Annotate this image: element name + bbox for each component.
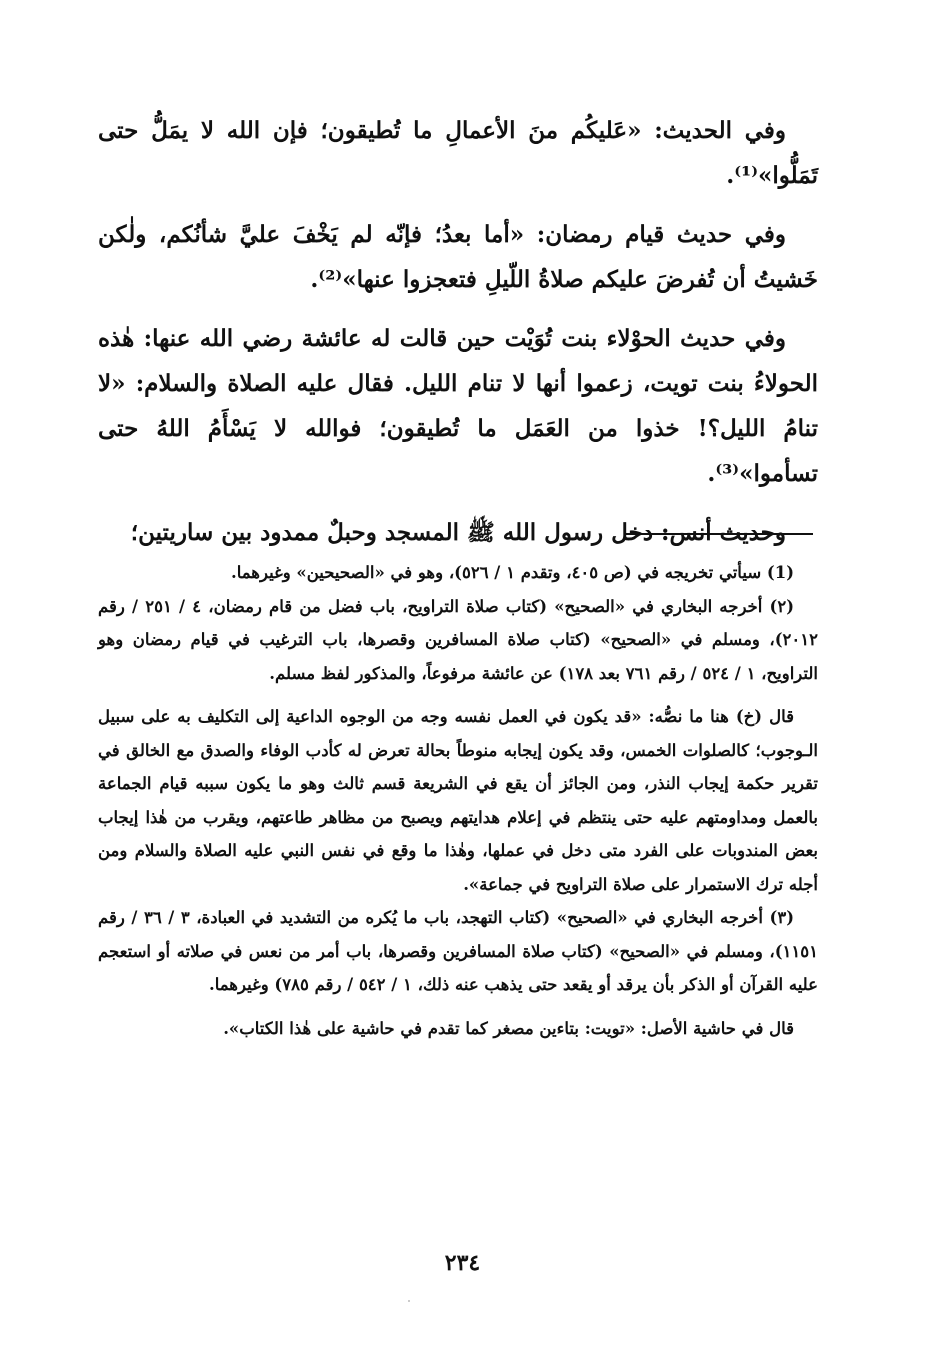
footnote-2: (٢) أخرجه البخاري في «الصحيح» (كتاب صلاة التراويح، باب فضل من قام رمضان، ٤ / ٢٥١ / رقم ٢٠١٢)، ومسلم في «الصحيح» (كتاب صلاة المسافرين وقصرها، باب الترغيب في قيام رمضان وهو التراويح، ١ / ٥٢٤ / رقم ٧٦١ بعد ١٧٨) عن عائشة مرفوعاً، والمذكور لفظ مسلم. bbox=[98, 596, 818, 683]
footnote-separator bbox=[625, 533, 813, 535]
footnote-3: (٣) أخرجه البخاري في «الصحيح» (كتاب التهجد، باب ما يُكره من التشديد في العبادة، ٣ / ٣٦ / رقم ١١٥١)، ومسلم في «الصحيح» (كتاب صلاة المسافرين وقصرها، باب أمر من نعس في صلاته أو استعجم عليه القرآن أو الذكر بأن يرقد أو يقعد حتى يذهب عنه ذلك، ١ / ٥٤٢ / رقم ٧٨٥) وغيرهما. bbox=[98, 908, 818, 994]
footnote-margin-note: قال في حاشية الأصل: «تويت: بتاءين مصغر كما تقدم في حاشية على هٰذا الكتاب». bbox=[223, 1018, 794, 1038]
footnote-1: (1) سيأتي تخريجه في (ص ٤٠٥، وتقدم ١ / ٥٢٦)، وهو في «الصحيحين» وغيرهما. bbox=[230, 563, 794, 582]
scan-speck bbox=[408, 1300, 410, 1302]
paragraph-hadith-hawla: وفي حديث الحوْلاء بنت تُوَيْت حين قالت له عائشة رضي الله عنها: هٰذه الحولاءُ بنت تويت، زعموا أنها لا تنام الليل. فقال عليه الصلاة والسلام: «لا تنامُ الليل؟! خذوا من العَمَل ما تُطيقون؛ فوالله لا يَسْأَمُ اللهُ حتى تسأموا»⁽³⁾. bbox=[98, 325, 818, 487]
footnote-kh-commentary: قال (خ) هنا ما نصُّه: «قد يكون في العمل نفسه وجه من الوجوه الداعية إلى التكليف به على سبيل الـوجوب؛ كالصلوات الخمس، وقد يكون إيجابه منوطاً بحالة تعرض له كأدب الوفاء والصدق مع الخالق في تقرير حكمة إيجاب النذر، ومن الجائز أن يقع في الشريعة قسم ثالث وهو ما يكون سببه قيام الجماعة بالعمل ومداومتهم عليه حتى ينتظم في إعلام هدايتهم ويصبح من مظاهر طاعتهم، ويقرب من هٰذا إيجاب بعض المندوبات على الفرد متى دخل في عملها، وهٰذا ما وقع في نفس النبي عليه الصلاة والسلام ومن أجله ترك الاستمرار على صلاة التراويح في جماعة». bbox=[98, 707, 818, 894]
paragraph-hadith-deeds: وفي الحديث: «عَليكُم منَ الأعمالِ ما تُطيقون؛ فإن الله لا يمَلُّ حتى تَمَلُّوا»⁽¹⁾. bbox=[98, 117, 818, 189]
page-number: ٢٣٤ bbox=[444, 1250, 481, 1276]
paragraph-hadith-anas: وحديث أنس: دخل رسول الله ﷺ المسجد وحبلٌ ممدود بين ساريتين؛ bbox=[130, 519, 786, 546]
paragraph-hadith-ramadan: وفي حديث قيام رمضان: «أما بعدُ؛ فإنّه لم يَخْفَ عليَّ شأنُكم، ولٰكن خَشيتُ أن تُفرضَ عليكم صلاةُ اللّيلِ فتعجزوا عنها»⁽²⁾. bbox=[98, 221, 818, 293]
main-text bbox=[98, 108, 818, 555]
footnotes bbox=[98, 556, 818, 1045]
